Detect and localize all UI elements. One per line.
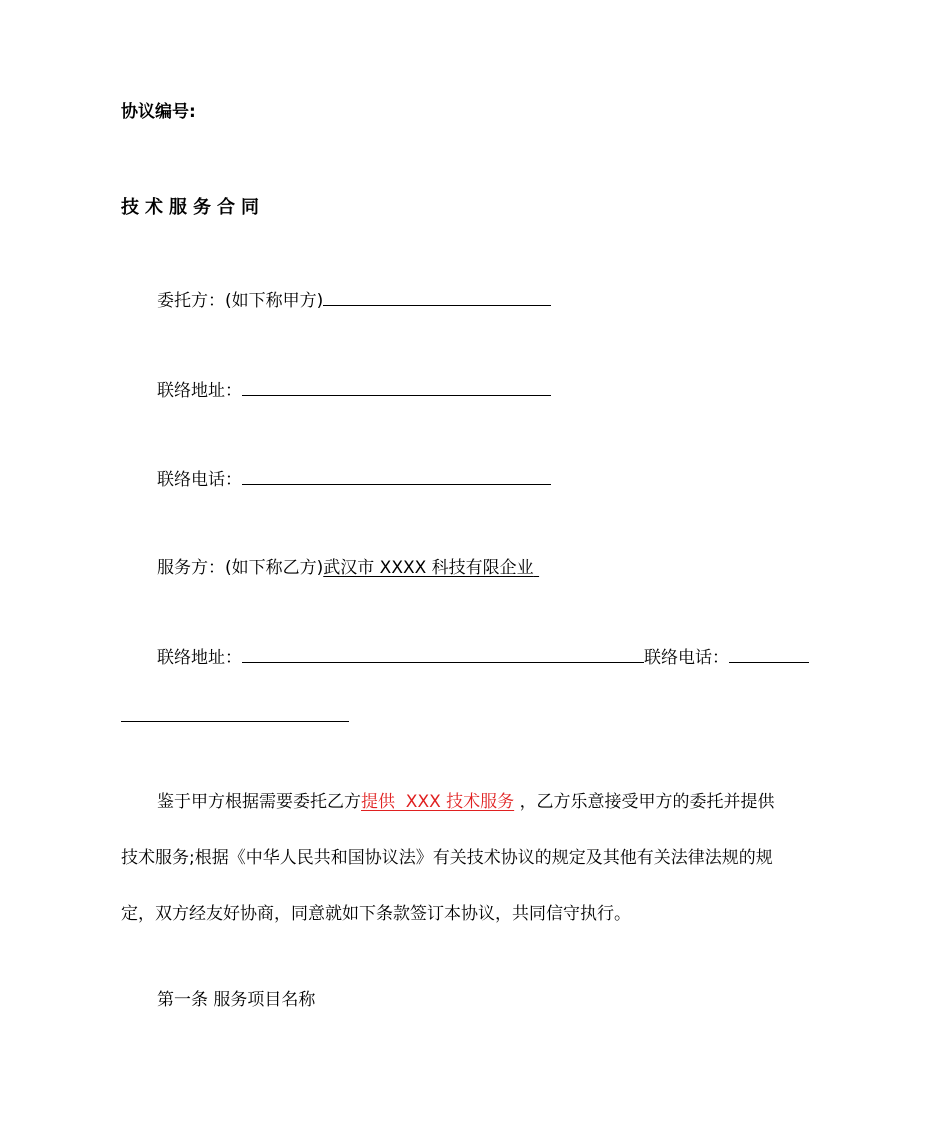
provider-line: [157, 556, 539, 580]
client-phone-label: 联络电话：: [157, 470, 242, 490]
client-address-line: [157, 378, 551, 403]
preamble-highlight: 提供 XXX 技术服务: [361, 792, 515, 812]
client-blank: [323, 288, 551, 306]
provider-company: 武汉市 XXXX 科技有限企业: [323, 558, 534, 578]
client-address-blank: [242, 378, 551, 396]
client-line: [157, 288, 551, 313]
preamble-part2: ，乙方乐意接受甲方的委托并提供: [519, 792, 775, 812]
preamble-part1: 鉴于甲方根据需要委托乙方: [157, 792, 361, 812]
provider-phone-blank-continued: [121, 704, 349, 722]
provider-address-blank: [242, 645, 644, 663]
preamble-line-1: [121, 774, 831, 830]
provider-address-label: 联络地址：: [157, 648, 242, 668]
agreement-number-label: 协议编号:: [121, 102, 196, 122]
preamble-line-3: 定，双方经友好协商，同意就如下条款签订本协议，共同信守执行。: [121, 904, 631, 924]
client-phone-line: [157, 467, 551, 492]
provider-company-trail: [534, 558, 539, 578]
client-address-label: 联络地址：: [157, 381, 242, 401]
provider-contact-line: [157, 645, 809, 670]
provider-phone-blank: [729, 645, 809, 663]
article-1-title: 第一条 服务项目名称: [157, 990, 316, 1010]
provider-label: 服务方：(如下称乙方): [157, 558, 324, 578]
provider-phone-label: 联络电话：: [644, 648, 729, 668]
preamble-line-2: 技术服务;根据《中华人民共和国协议法》有关技术协议的规定及其他有关法律法规的规: [121, 848, 773, 868]
client-label: 委托方：(如下称甲方): [157, 291, 324, 311]
contract-title: 技术服务合同: [121, 197, 265, 218]
client-phone-blank: [242, 467, 551, 485]
preamble-paragraph: [121, 774, 831, 942]
provider-phone-continuation: [121, 704, 349, 729]
